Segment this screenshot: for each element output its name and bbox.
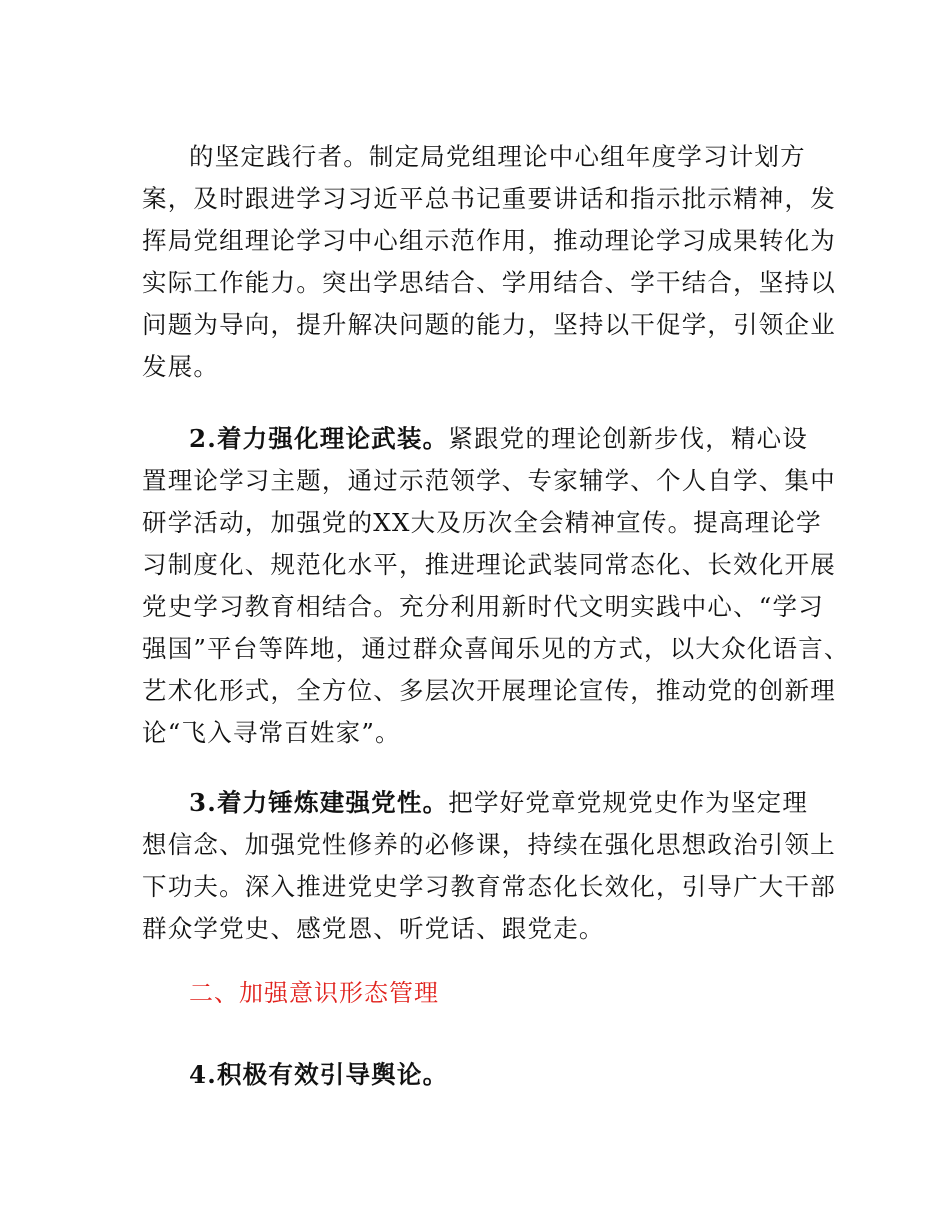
text-line: 艺术化形式，全方位、多层次开展理论宣传，推动党的创新理 [142,676,836,705]
item-2-text: 紧跟党的理论创新步伐，精心设 [448,424,809,453]
text-line: 下功夫。深入推进党史学习教育常态化长效化，引导广大干部 [142,872,836,901]
text-line: 问题为导向，提升解决问题的能力，坚持以干促学，引领企业 [142,310,836,339]
text-line: 的坚定践行者。制定局党组理论中心组年度学习计划方 [189,142,806,171]
item-3-text: 把学好党章党规党史作为坚定理 [448,788,809,817]
text-line: 习制度化、规范化水平，推进理论武装同常态化、长效化开展 [142,550,836,579]
text-line: 案，及时跟进学习习近平总书记重要讲话和指示批示精神，发 [142,184,836,213]
paragraph-theory-armament [142,418,862,754]
text-line: 党史学习教育相结合。充分利用新时代文明实践中心、“学习 [142,592,824,621]
text-line: 论“飞入寻常百姓家”。 [142,718,401,747]
text-line: 强国”平台等阵地，通过群众喜闻乐见的方式，以大众化语言、 [142,634,850,663]
text-line: 研学活动，加强党的XX大及历次全会精神宣传。提高理论学 [142,508,822,537]
section-heading: 二、加强意识形态管理 [189,979,439,1007]
text-line: 想信念、加强党性修养的必修课，持续在强化思想政治引领上 [142,830,836,859]
text-line: 群众学党史、感党恩、听党话、跟党走。 [142,914,605,943]
text-line [142,782,862,824]
item-4-heading: 4.积极有效引导舆论。 [189,1060,449,1089]
text-line: 置理论学习主题，通过示范领学、专家辅学、个人自学、集中 [142,466,836,495]
text-line: 发展。 [142,352,220,381]
item-3-title: 3.着力锤炼建强党性。 [189,788,449,817]
paragraph-party-spirit [142,782,862,950]
text-line [142,418,862,460]
paragraph-theory-study [142,136,862,388]
text-line: 挥局党组理论学习中心组示范作用，推动理论学习成果转化为 [142,226,836,255]
item-2-title: 2.着力强化理论武装。 [189,424,449,453]
text-line: 实际工作能力。突出学思结合、学用结合、学干结合，坚持以 [142,268,836,297]
